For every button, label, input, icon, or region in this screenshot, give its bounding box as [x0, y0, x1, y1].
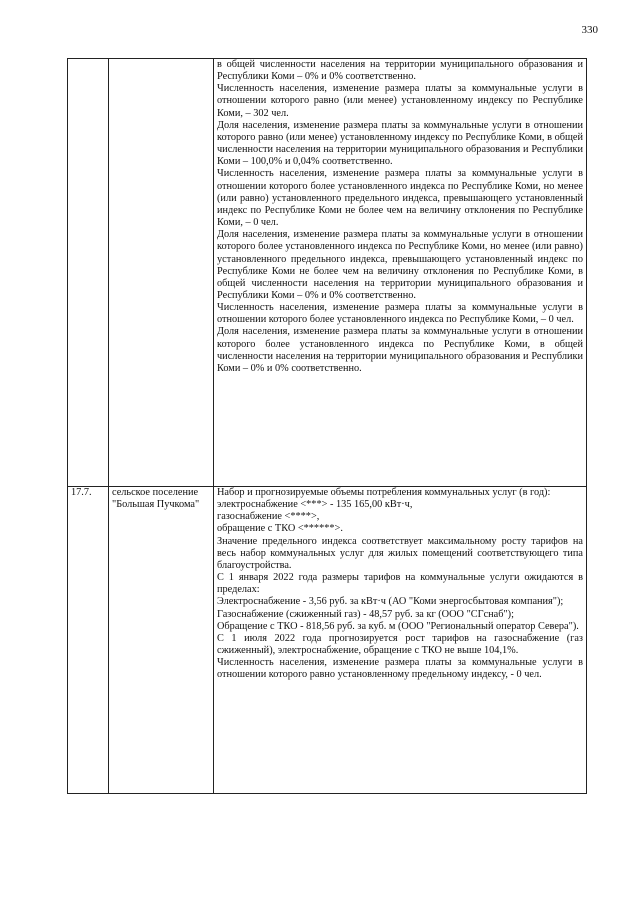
paragraph: обращение с ТКО <******>. — [217, 523, 343, 535]
paragraph: Численность населения, изменение размера платы за коммунальные услуги в отношении которого более установленного индекса по Республике Коми, но менее (или равно) установленного предельного индекса, превышающего установленный индекс по Республике Коми не более чем на величину отклонения по Республике Коми, – 0 чел. — [217, 168, 583, 229]
paragraph: Численность населения, изменение размера платы за коммунальные услуги в отношении которого равно установленному предельному индексу, - 0 чел. — [217, 657, 583, 681]
paragraph: Значение предельного индекса соответствует максимальному росту тарифов на весь набор коммунальных услуг для жилых помещений соответствующего типа благоустройства. — [217, 535, 583, 571]
row-number-cell: 17.7. — [68, 487, 109, 794]
description-cell — [214, 59, 587, 487]
settlement-name-cell: сельское поселение "Большая Пучкома" — [109, 487, 214, 794]
paragraph: Численность населения, изменение размера платы за коммунальные услуги в отношении которого более установленного индекса по Республике Коми, – 0 чел. — [217, 302, 583, 326]
paragraph: Электроснабжение - 3,56 руб. за кВт·ч (АО "Коми энергосбытовая компания"); — [217, 596, 564, 608]
paragraph: электроснабжение <***> - 135 165,00 кВт·ч, — [217, 499, 413, 511]
settlement-name-cell — [109, 59, 214, 487]
paragraph: Обращение с ТКО - 818,56 руб. за куб. м (ООО "Региональный оператор Севера"). — [217, 620, 579, 632]
indicators-table — [67, 58, 587, 794]
table-row — [68, 487, 587, 794]
paragraph: в общей численности населения на территории муниципального образования и Республики Коми – 0% и 0% соответственно. — [217, 59, 583, 83]
paragraph: газоснабжение <****>, — [217, 511, 320, 523]
paragraph: С 1 июля 2022 года прогнозируется рост тарифов на газоснабжение (газ сжиженный), электроснабжение, обращение с ТКО не выше 104,1%. — [217, 632, 583, 657]
paragraph: Доля населения, изменение размера платы за коммунальные услуги в отношении которого равно (или менее) установленному индексу по Республике Коми, в общей численности населения на территории муниципального образования и Республики Коми – 100,0% и 0,04% соответственно. — [217, 119, 583, 168]
row-number-cell — [68, 59, 109, 487]
page-number: 330 — [581, 24, 598, 36]
paragraph: Доля населения, изменение размера платы за коммунальные услуги в отношении которого более установленного индекса по Республике Коми, но менее (или равно) установленного предельного индекса, превышающего установленный индекс по Республике Коми не более чем на величину отклонения по Республике Коми, в общей численности населения на территории муниципального образования и Республики Коми – 0% и 0% соответственно. — [217, 229, 583, 301]
paragraph: С 1 января 2022 года размеры тарифов на коммунальные услуги ожидаются в пределах: — [217, 572, 583, 596]
paragraph: Доля населения, изменение размера платы за коммунальные услуги в отношении которого более установленного индекса по Республике Коми, в общей численности населения на территории муниципального образования и Республики Коми – 0% и 0% соответственно. — [217, 326, 583, 374]
table-row — [68, 59, 587, 487]
paragraph: Газоснабжение (сжиженный газ) - 48,57 руб. за кг (ООО "СГснаб"); — [217, 608, 514, 620]
paragraph: Численность населения, изменение размера платы за коммунальные услуги в отношении которого равно (или менее) установленному индексу по Республике Коми, – 302 чел. — [217, 83, 583, 119]
paragraph: Набор и прогнозируемые объемы потребления коммунальных услуг (в год): — [217, 487, 551, 498]
description-cell — [214, 487, 587, 794]
